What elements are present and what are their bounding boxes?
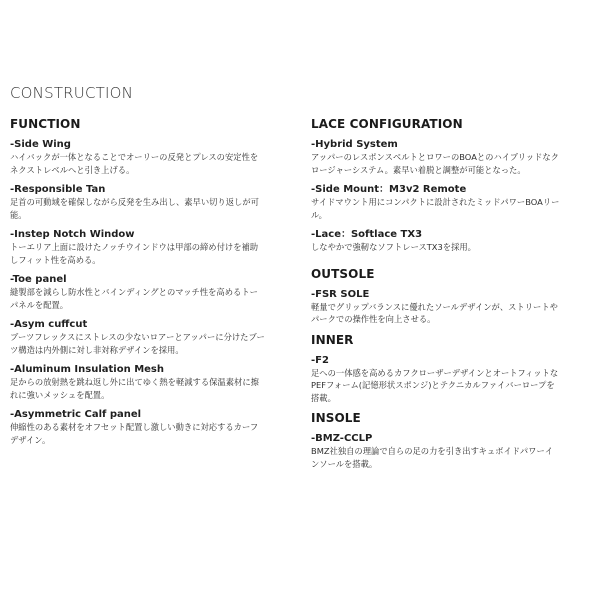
feature-title: -F2: [311, 354, 329, 366]
insole-heading: INSOLE: [311, 411, 361, 425]
feature-desc: トーエリア上面に設けたノッチウインドウは甲部の締め付けを補助 しフィット性を高める。: [10, 242, 259, 265]
feature-desc: 伸縮性のある素材をオフセット配置し激しい動きに対応するカーフ デザイン。: [10, 422, 259, 445]
feature-title: -FSR SOLE: [311, 288, 370, 300]
feature-aluminum-insulation-mesh: [10, 363, 302, 401]
feature-title: -Aluminum Insulation Mesh: [10, 364, 164, 375]
feature-desc: サイドマウント用にコンパクトに設計されたミッドパワーBOAリー ル。: [311, 197, 560, 220]
feature-title: -Asymmetric Calf panel: [10, 409, 142, 420]
feature-desc: アッパーのレスポンスベルトとロワーのBOAとのハイブリッドなク ロージャーシステム。素早い着脱と調整が可能となった。: [311, 152, 559, 175]
feature-asymmetric-calf-panel: [10, 408, 302, 446]
feature-side-wing: [10, 138, 302, 176]
feature-desc: 軽量でグリップバランスに優れたソールデザインが、ストリートや パークでの操作性を向上させる。: [311, 301, 558, 324]
feature-title: -Instep Notch Window: [10, 229, 135, 240]
feature-desc: 足からの放射熱を跳ね返し外に出てゆく熱を軽減する保温素材に擦 れに強いメッシュを配置。: [10, 377, 259, 400]
feature-title: -Lace：Softlace TX3: [311, 229, 423, 240]
page-title: CONSTRUCTION: [10, 84, 134, 102]
feature-f2: [311, 354, 596, 405]
feature-desc: ブーツフレックスにストレスの少ないロアーとアッパーに分けたブー ツ構造は内外側に対し非対称デザインを採用。: [10, 332, 265, 355]
feature-desc: しなやかで強靭なソフトレースTX3を採用。: [311, 242, 476, 252]
feature-desc: ハイバックが一体となることでオーリーの反発とプレスの安定性を ネクストレベルへと引き上げる。: [10, 152, 259, 175]
feature-desc: BMZ社独自の理論で自らの足の力を引き出すキュボイドパワーイ ンソールを搭載。: [311, 446, 554, 469]
feature-toe-panel: [10, 273, 302, 311]
lace-configuration-heading: LACE CONFIGURATION: [311, 117, 463, 131]
left-column: [10, 117, 302, 453]
feature-fsr-sole: [311, 288, 596, 326]
feature-title: -Side Mount：M3v2 Remote: [311, 184, 467, 195]
feature-asym-cuffcut: [10, 318, 302, 356]
right-column: [311, 117, 596, 477]
feature-title: -Side Wing: [10, 139, 71, 150]
feature-title: -Toe panel: [10, 274, 67, 285]
feature-side-mount: [311, 183, 596, 221]
feature-bmz-cclp: [311, 432, 596, 470]
feature-desc: 足首の可動域を確保しながら反発を生み出し、素早い切り返しが可 能。: [10, 197, 259, 220]
feature-instep-notch-window: [10, 228, 302, 266]
outsole-heading: OUTSOLE: [311, 266, 375, 281]
feature-hybrid-system: [311, 138, 596, 176]
feature-desc: 足への一体感を高めるカフクローザーデザインとオートフィットな PEFフォーム(記憶形状スポンジ)とテクニカルファイバーロープを 搭載。: [311, 367, 559, 403]
feature-desc: 縫製部を減らし防水性とバインディングとのマッチ性を高めるトー パネルを配置。: [10, 287, 258, 310]
feature-title: -BMZ-CCLP: [311, 433, 373, 444]
feature-title: -Asym cuffcut: [10, 319, 88, 330]
feature-lace: [311, 228, 596, 254]
feature-title: -Responsible Tan: [10, 184, 106, 195]
feature-title: -Hybrid System: [311, 139, 398, 150]
function-heading: FUNCTION: [10, 117, 81, 131]
feature-responsible-tan: [10, 183, 302, 221]
inner-heading: INNER: [311, 332, 354, 347]
